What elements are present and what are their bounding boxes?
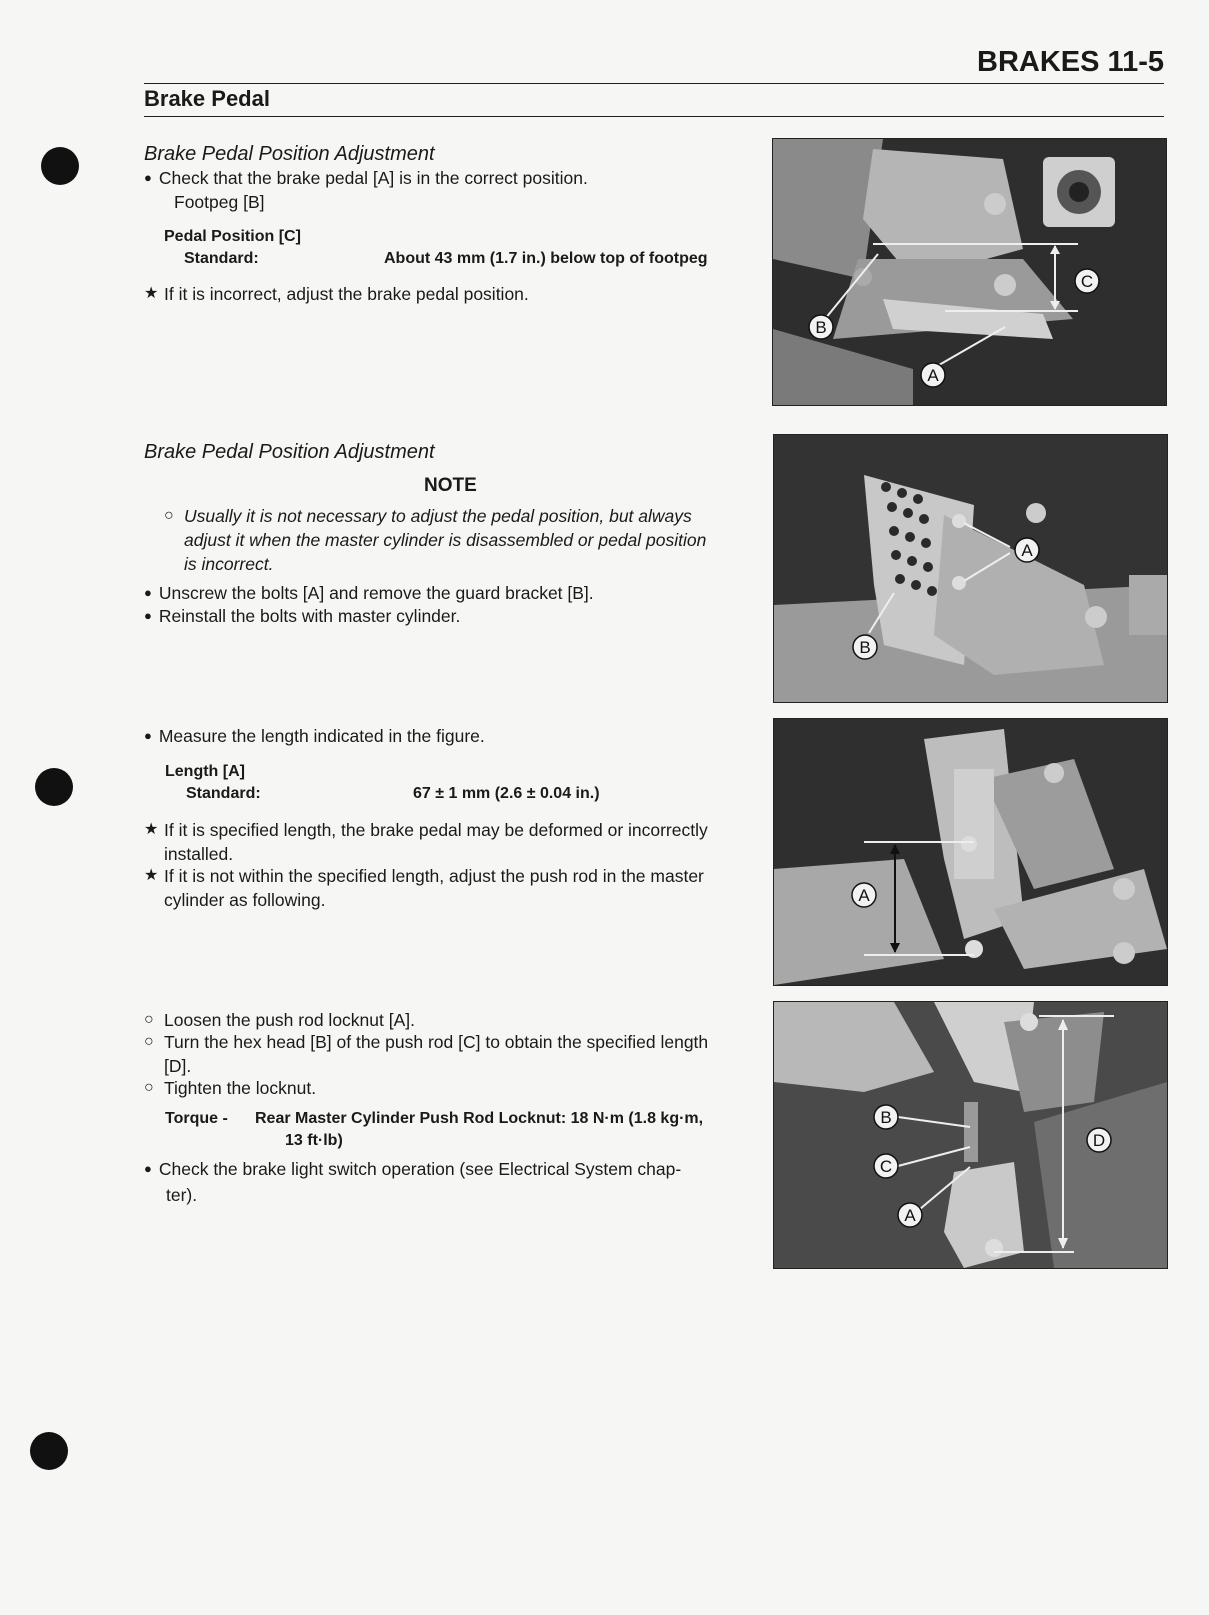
- note-line: adjust it when the master cylinder is disassembled or pedal position: [184, 530, 707, 550]
- step-text: Reinstall the bolts with master cylinder.: [158, 606, 461, 626]
- block1-spec-label: Pedal Position [C]: [164, 228, 301, 245]
- torque-value-line1: Rear Master Cylinder Push Rod Locknut: 18 N·m (1.8 kg·m,: [255, 1110, 704, 1127]
- figure-4-label-c: C: [879, 1157, 893, 1176]
- step-text: Tighten the locknut.: [164, 1078, 317, 1098]
- figure-4-label-d: D: [1092, 1131, 1106, 1150]
- bullet-icon: [144, 583, 159, 603]
- figure-1-photo: [772, 138, 1167, 406]
- block1-star1: [144, 282, 529, 306]
- sub-bullet-icon: ○: [144, 1079, 154, 1096]
- block1-heading: Brake Pedal Position Adjustment: [144, 143, 435, 165]
- section-title: Brake Pedal: [144, 86, 270, 111]
- block4-sub1: [144, 1008, 415, 1032]
- block4-sub2: [144, 1030, 754, 1078]
- block3-star2: [144, 864, 754, 912]
- block4-sub3: [144, 1076, 316, 1100]
- figure-2-label-b: B: [859, 638, 871, 657]
- star-icon: ★: [144, 821, 159, 838]
- step-text: Measure the length indicated in the figure.: [158, 726, 485, 746]
- block2-heading: Brake Pedal Position Adjustment: [144, 441, 435, 463]
- note-title: NOTE: [424, 475, 477, 496]
- binder-hole-middle: [35, 768, 73, 806]
- figure-1-label-a: A: [927, 366, 939, 385]
- block3-spec-std-value: 67 ± 1 mm (2.6 ± 0.04 in.): [413, 785, 600, 802]
- figure-4-label-b: B: [880, 1108, 892, 1127]
- torque-value-line2: 13 ft·lb): [285, 1132, 343, 1149]
- bullet-icon: [144, 1159, 159, 1179]
- bullet-icon: [144, 606, 159, 626]
- step-text: cylinder as following.: [164, 890, 326, 910]
- step-text: Loosen the push rod locknut [A].: [164, 1010, 415, 1030]
- block2-step2: [144, 604, 460, 630]
- block1-step1-sub: Footpeg [B]: [174, 192, 265, 212]
- star-icon: ★: [144, 285, 159, 302]
- block1-step1: [144, 166, 588, 192]
- block3-star1: [144, 818, 754, 866]
- block3-spec-label: Length [A]: [165, 763, 245, 780]
- step-text: Check that the brake pedal [A] is in the correct position.: [158, 168, 588, 188]
- figure-3-photo: [773, 718, 1168, 986]
- step-text: Unscrew the bolts [A] and remove the guard bracket [B].: [158, 583, 594, 603]
- step-text: ter).: [166, 1185, 198, 1205]
- note-line: is incorrect.: [184, 554, 274, 574]
- bullet-icon: [144, 168, 159, 188]
- step-text: installed.: [164, 844, 234, 864]
- step-text: Turn the hex head [B] of the push rod [C] to obtain the specified length: [164, 1032, 709, 1052]
- sub-bullet-icon: ○: [164, 507, 174, 524]
- block1-spec-std-value: About 43 mm (1.7 in.) below top of footpeg: [384, 250, 708, 267]
- note-line: Usually it is not necessary to adjust the pedal position, but always: [184, 506, 692, 526]
- figure-3-label-a: A: [858, 886, 870, 905]
- page-header: [144, 46, 1164, 84]
- figure-4-photo: [773, 1001, 1168, 1269]
- star-icon: ★: [144, 867, 159, 884]
- sub-bullet-icon: ○: [144, 1033, 154, 1050]
- step-text: [D].: [164, 1056, 192, 1076]
- block4-step: [144, 1157, 754, 1207]
- section-header: [144, 86, 1164, 117]
- note-body: [164, 504, 706, 576]
- figure-4-label-a: A: [904, 1206, 916, 1225]
- block3-step1: [144, 724, 485, 750]
- step-text: If it is not within the specified length, adjust the push rod in the master: [164, 866, 704, 886]
- step-text: Check the brake light switch operation (see Electrical System chap-: [158, 1159, 682, 1179]
- torque-label: Torque -: [165, 1110, 228, 1127]
- figure-2-photo: [773, 434, 1168, 703]
- figure-1-label-c: C: [1080, 272, 1094, 291]
- binder-hole-bottom: [30, 1432, 68, 1470]
- step-text: If it is specified length, the brake pedal may be deformed or incorrectly: [164, 820, 708, 840]
- block1-spec-std-label: Standard:: [184, 250, 259, 267]
- block3-spec-std-label: Standard:: [186, 785, 261, 802]
- sub-bullet-icon: ○: [144, 1011, 154, 1028]
- step-text: If it is incorrect, adjust the brake pedal position.: [164, 284, 529, 304]
- figure-2-label-a: A: [1021, 541, 1033, 560]
- page-title: BRAKES 11-5: [977, 46, 1164, 78]
- figure-1-label-b: B: [815, 318, 827, 337]
- binder-hole-top: [41, 147, 79, 185]
- bullet-icon: [144, 726, 159, 746]
